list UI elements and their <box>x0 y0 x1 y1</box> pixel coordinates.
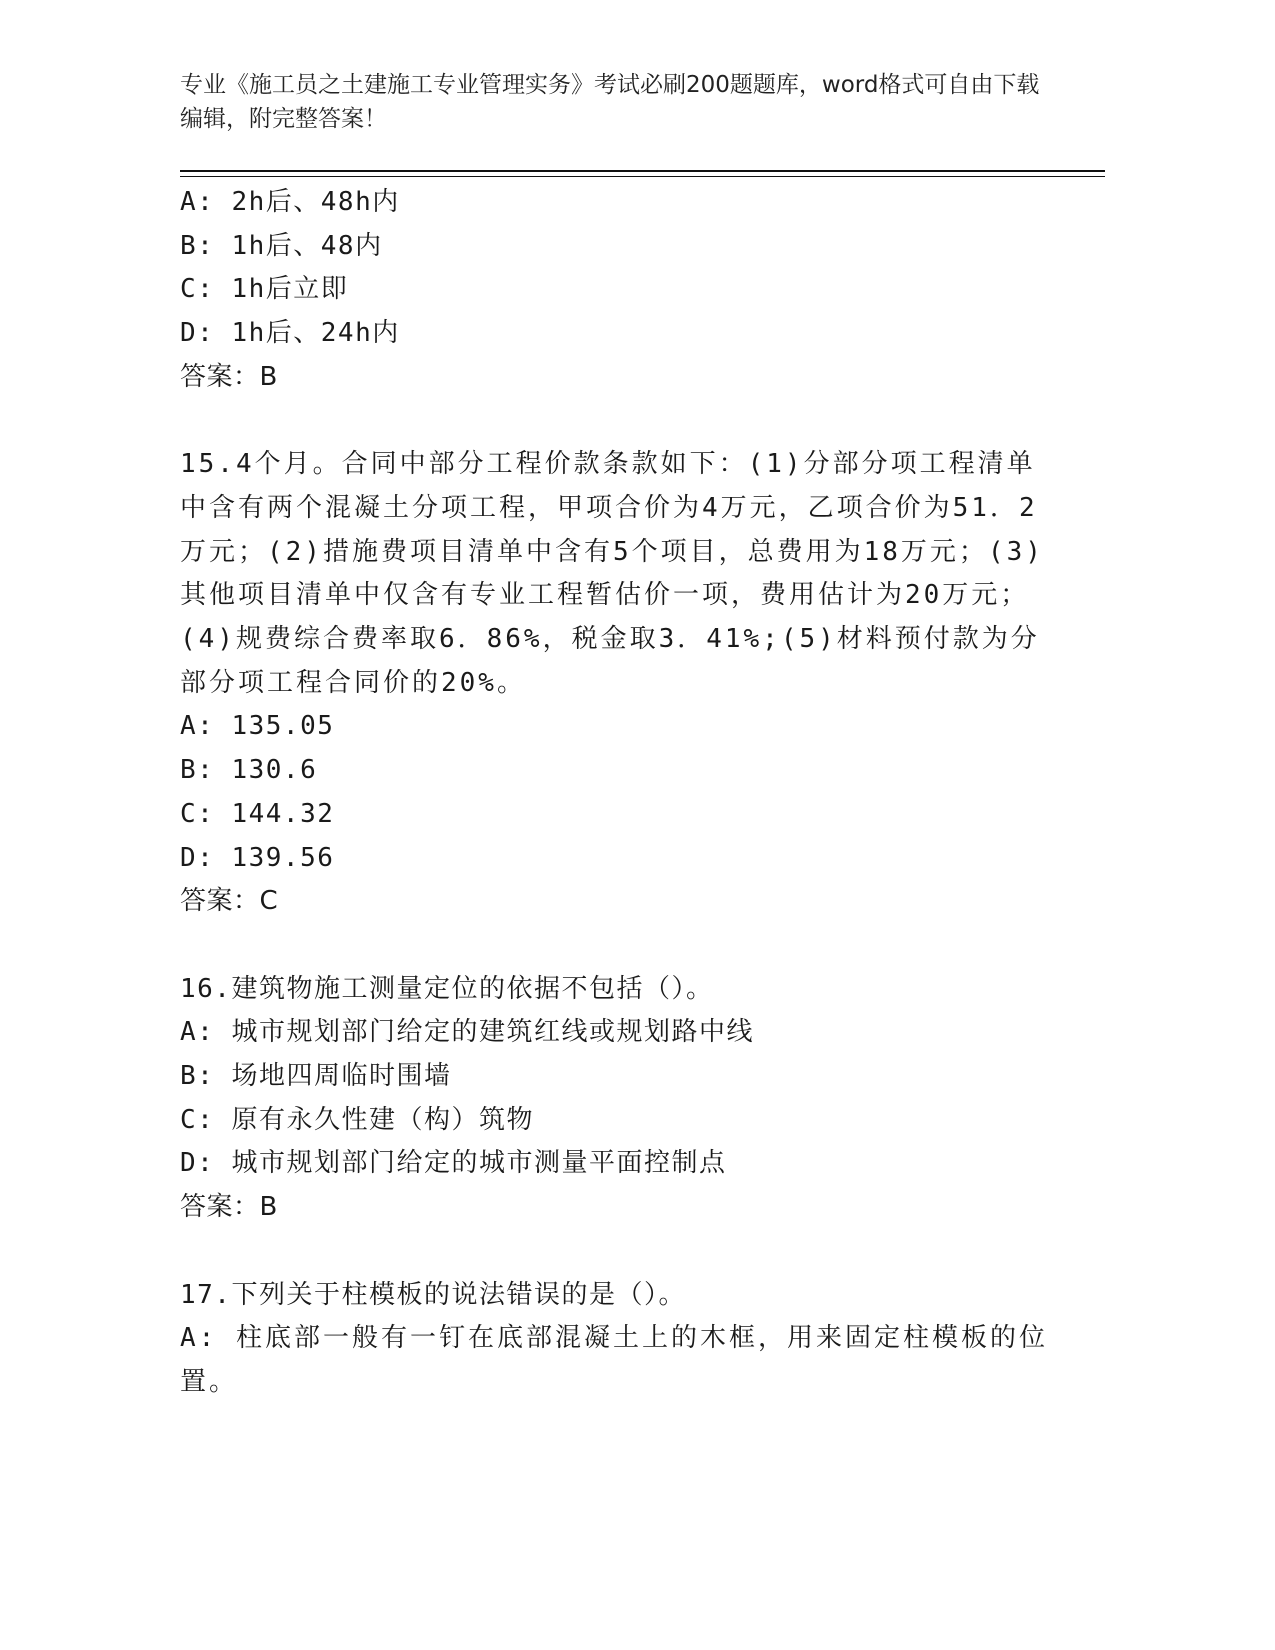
answer-line: 答案：C <box>180 886 279 917</box>
spacer <box>180 400 1060 444</box>
option-c: C: 1h后立即 <box>180 274 349 305</box>
option-d: D: 1h后、24h内 <box>180 318 400 349</box>
question-14-tail <box>180 181 1060 400</box>
question-stem: 16.建筑物施工测量定位的依据不包括（）。 <box>180 973 714 1004</box>
option-a: A: 2h后、48h内 <box>180 187 400 217</box>
question-15 <box>180 443 1060 924</box>
option-d: D: 139.56 <box>180 842 335 873</box>
option-b: B: 1h后、48内 <box>180 230 383 261</box>
option-b: B: 130.6 <box>180 755 318 786</box>
page-header: 专业《施工员之土建施工专业管理实务》考试必刷200题题库，word格式可自由下载编辑，附完整答案！ <box>180 72 1040 132</box>
option-a: A: 柱底部一般有一钉在底部混凝土上的木框，用来固定柱模板的位置。 <box>180 1323 1048 1397</box>
spacer <box>180 924 1060 968</box>
question-stem: 15.4个月。合同中部分工程价款条款如下：(1)分部分项工程清单中含有两个混凝土分项工程，甲项合价为4万元，乙项合价为51．2万元；(2)措施费项目清单中含有5个项目，总费用为18万元；(3)其他项目清单中仅含有专业工程暂估价一项，费用估计为20万元；(4)规费综合费率取6．86%，税金取3．41%;(5)材料预付款为分部分项工程合同价的20%。 <box>180 449 1044 698</box>
header-rule-thick <box>180 170 1105 172</box>
question-stem: 17.下列关于柱模板的说法错误的是（）。 <box>180 1279 686 1310</box>
option-d: D: 城市规划部门给定的城市测量平面控制点 <box>180 1148 727 1179</box>
header-rule-thin <box>180 176 1105 177</box>
option-a: A: 城市规划部门给定的建筑红线或规划路中线 <box>180 1017 754 1048</box>
option-c: C: 原有永久性建（构）筑物 <box>180 1104 534 1135</box>
spacer <box>180 1230 1060 1274</box>
question-17 <box>180 1274 1060 1405</box>
option-a: A: 135.05 <box>180 711 335 742</box>
option-c: C: 144.32 <box>180 798 335 829</box>
option-b: B: 场地四周临时围墙 <box>180 1061 452 1092</box>
answer-line: 答案：B <box>180 361 278 392</box>
question-content <box>180 181 1060 1405</box>
question-16 <box>180 968 1060 1230</box>
answer-line: 答案：B <box>180 1192 278 1223</box>
